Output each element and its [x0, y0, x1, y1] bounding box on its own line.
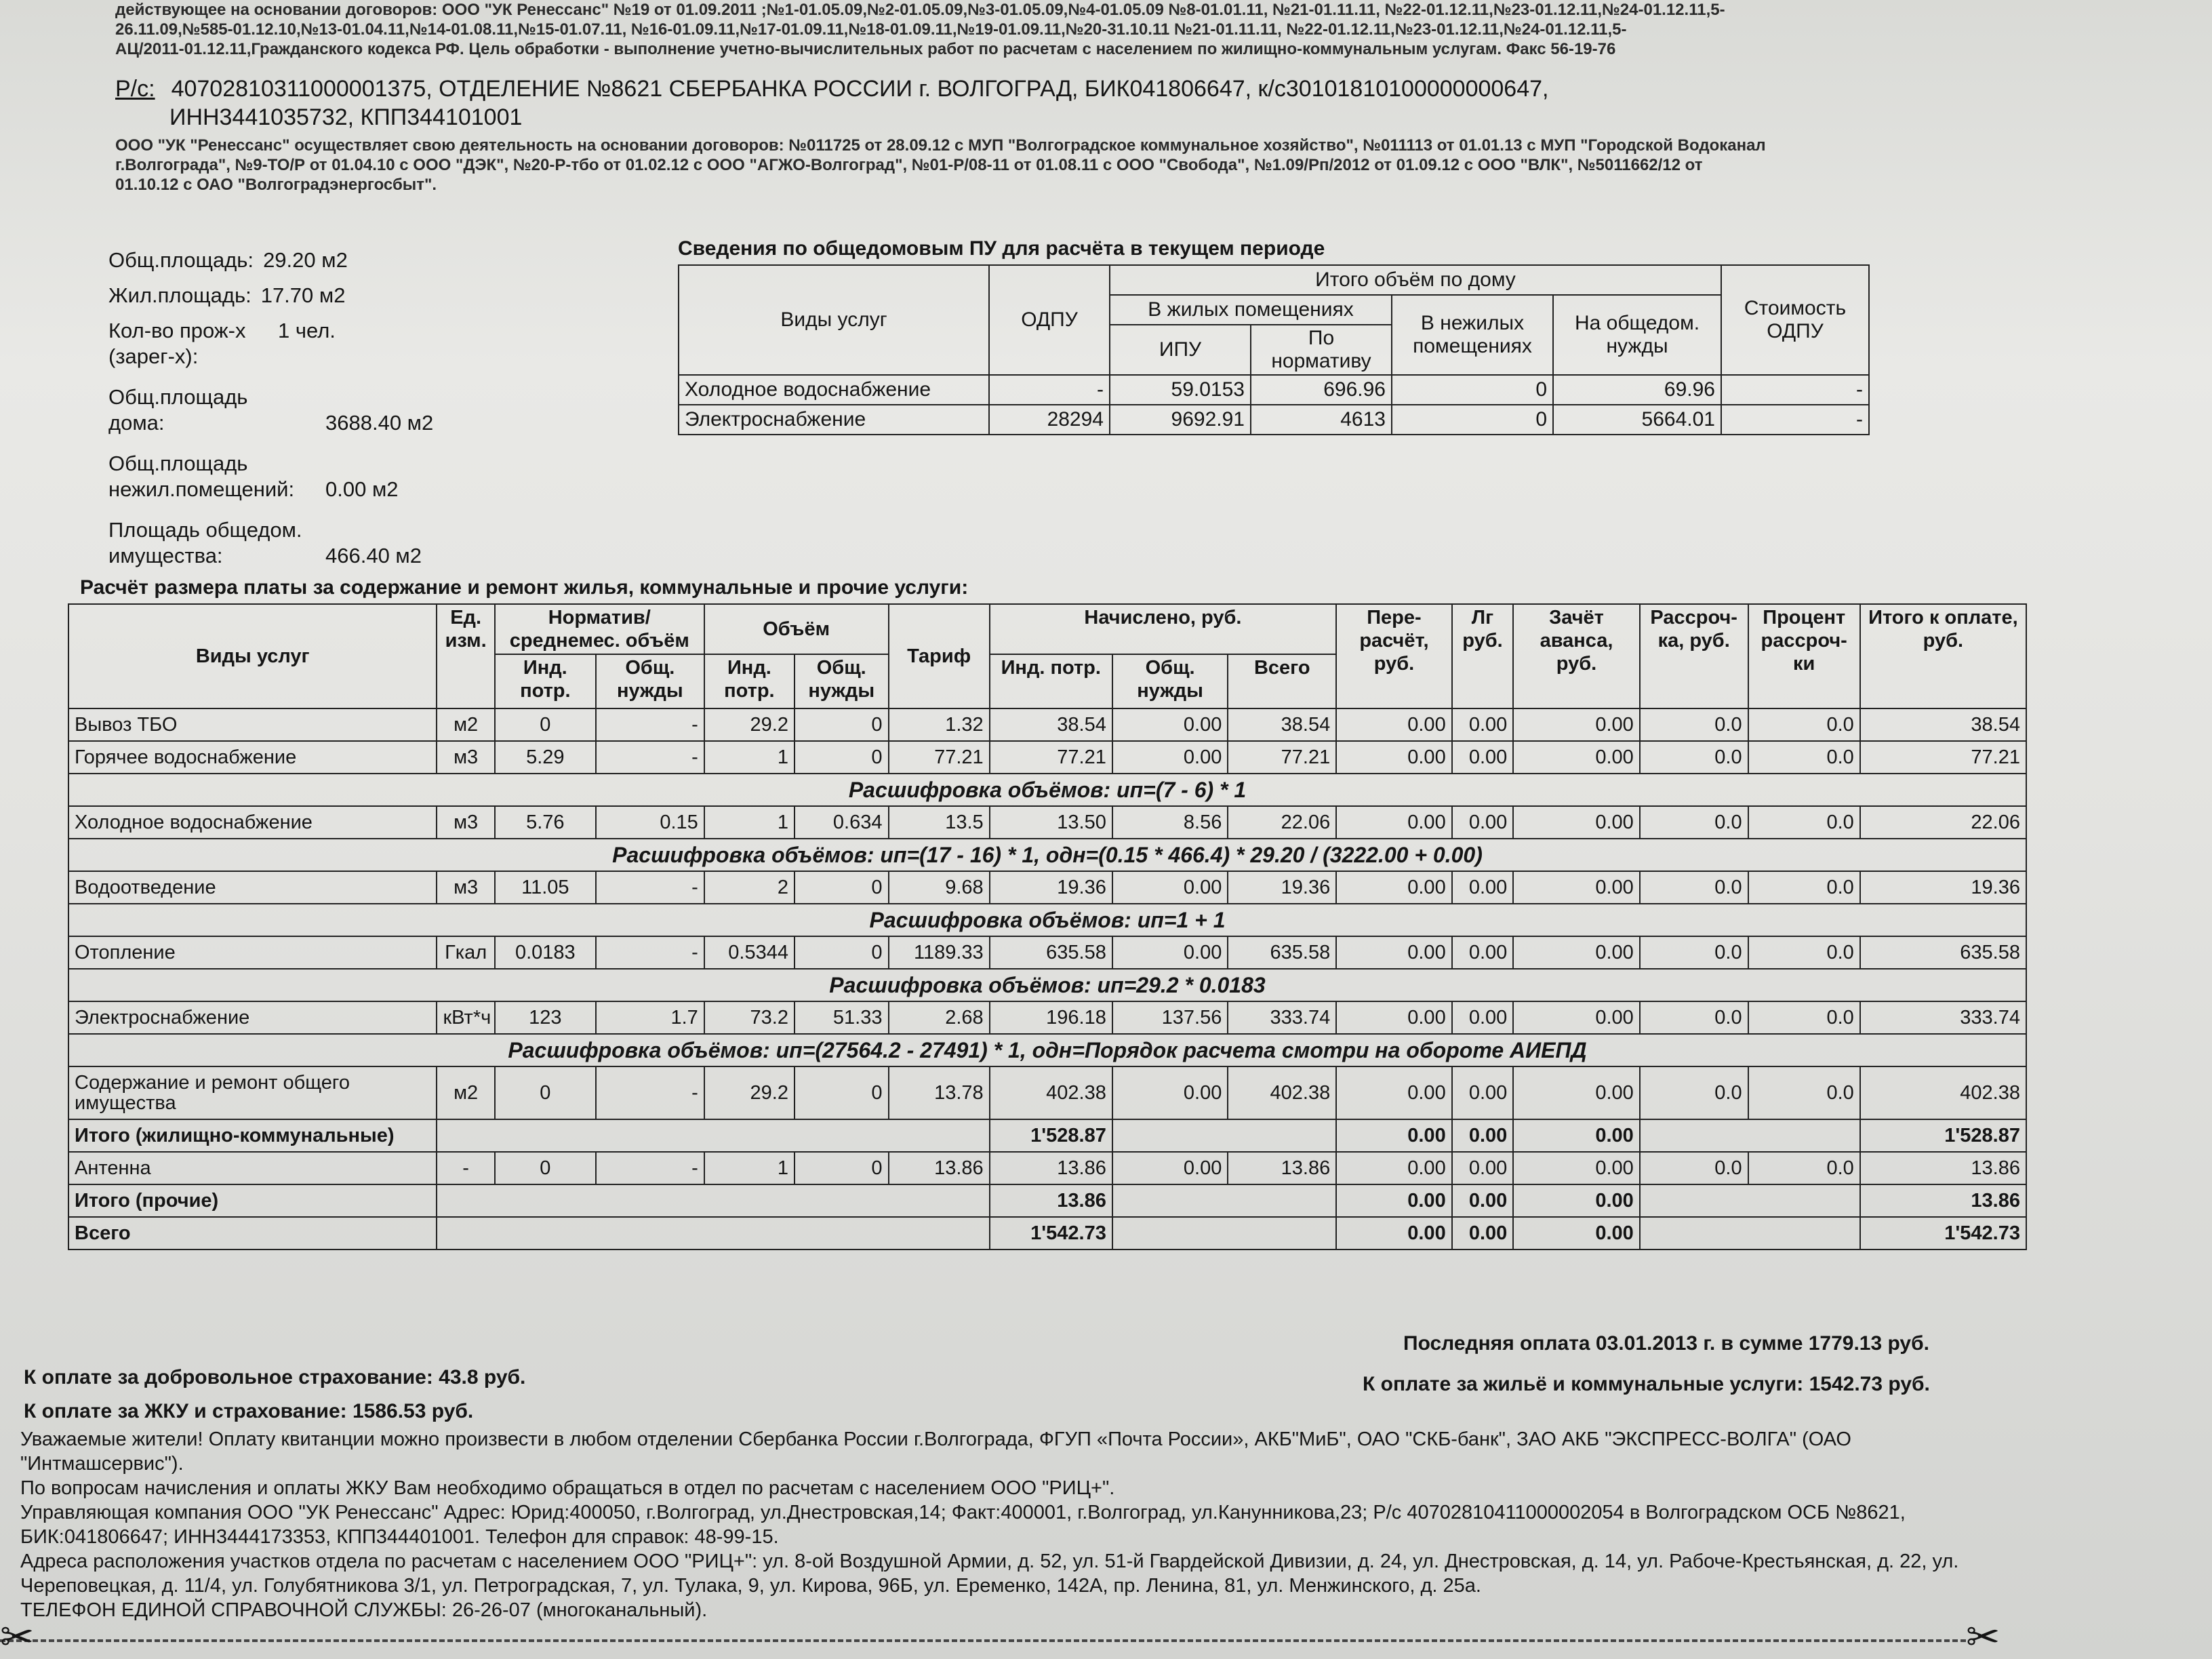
subtotal-label: Итого (жилищно-коммунальные) [68, 1119, 437, 1152]
value-cell: 0.00 [1112, 1066, 1228, 1119]
odpu-cell: 59.0153 [1110, 375, 1251, 405]
charges-header-row [68, 604, 2026, 654]
header-contract-text [115, 0, 2081, 59]
subtotal-label: Итого (прочие) [68, 1184, 437, 1217]
empty-cell [1640, 1184, 1860, 1217]
nonres-area-value: 0.00 м2 [325, 477, 399, 501]
value-cell: 635.58 [1860, 936, 2026, 969]
value-cell: 1 [704, 741, 795, 774]
value-cell: 0 [795, 1066, 889, 1119]
grand-total-row [68, 1217, 2026, 1250]
residents-label: Кол-во прож-х (зарег-х): [108, 319, 246, 368]
header-total: Итого к оплате, руб. [1860, 604, 2026, 708]
odpu-cell: 28294 [989, 405, 1110, 435]
value-cell: 9.68 [889, 871, 990, 904]
value-cell: 22.06 [1860, 806, 2026, 839]
value-cell: 0.00 [1513, 806, 1639, 839]
value-cell: 29.2 [704, 708, 795, 741]
unit-cell: м3 [437, 871, 494, 904]
value-cell: 77.21 [1228, 741, 1336, 774]
value-cell: 0.0 [1640, 936, 1748, 969]
common-area-value: 466.40 м2 [325, 544, 422, 567]
odpu-row-electricity [679, 405, 1869, 435]
total-area-value: 29.20 м2 [263, 248, 348, 272]
subtotal-row [68, 1184, 2026, 1217]
value-cell: 0 [495, 1152, 596, 1184]
footer-notes [20, 1427, 1986, 1622]
header-installment-pct: Процент рассроч- ки [1748, 604, 1860, 708]
value-cell: - [596, 741, 704, 774]
value-cell: 8.56 [1112, 806, 1228, 839]
residents-value: 1 чел. [278, 319, 336, 342]
header-volume: Объём [704, 604, 889, 654]
value-cell: 0.00 [1513, 1152, 1639, 1184]
value-cell: 0.634 [795, 806, 889, 839]
unit-cell: кВт*ч [437, 1001, 494, 1034]
volume-decode: Расшифровка объёмов: ип=(17 - 16) * 1, одн=(0.15 * 466.4) * 29.20 / (3222.00 + 0.00) [68, 839, 2026, 871]
value-cell: 0.5344 [704, 936, 795, 969]
odpu-header-common: На общедом. нужды [1553, 295, 1721, 375]
table-row [68, 936, 2026, 969]
value-cell: 13.86 [889, 1152, 990, 1184]
value-cell: 0 [495, 1066, 596, 1119]
value-cell: - [596, 936, 704, 969]
value-cell: 0.00 [1452, 806, 1514, 839]
subtotal-total: 13.86 [1860, 1184, 2026, 1217]
empty-cell [1112, 1184, 1336, 1217]
odpu-cell: 696.96 [1251, 375, 1392, 405]
value-cell: 0.0 [1640, 806, 1748, 839]
bank-account-block [115, 75, 2047, 132]
value-cell: 0.0 [1640, 871, 1748, 904]
table-row [68, 741, 2026, 774]
value-cell: 1.7 [596, 1001, 704, 1034]
volume-decode: Расшифровка объёмов: ип=(27564.2 - 27491) * 1, одн=Порядок расчета смотри на обороте АИЕПД [68, 1034, 2026, 1066]
odpu-cell: 0 [1392, 375, 1553, 405]
subtotal-lg: 0.00 [1452, 1184, 1514, 1217]
volume-decode: Расшифровка объёмов: ип=1 + 1 [68, 904, 2026, 936]
table-row [68, 708, 2026, 741]
odpu-cell: 4613 [1251, 405, 1392, 435]
odpu-header-nonliving: В нежилых помещениях [1392, 295, 1553, 375]
odpu-title: Сведения по общедомовым ПУ для расчёта в текущем периоде [678, 237, 1325, 260]
value-cell: 123 [495, 1001, 596, 1034]
unit-cell: м3 [437, 806, 494, 839]
value-cell: - [596, 708, 704, 741]
note-payment-places: Уважаемые жители! Оплату квитанции можно произвести в любом отделении Сбербанка России г.Волгограда, ФГУП «Почта России», АКБ"МиБ", ОАО "СКБ-банк", ЗАО АКБ "ЭКСПРЕСС-ВОЛГА" (ОАО "Интмашсервис"). [20, 1428, 1851, 1475]
value-cell: 19.36 [1228, 871, 1336, 904]
value-cell: 0.00 [1112, 936, 1228, 969]
header-lg: Лг руб. [1452, 604, 1514, 708]
value-cell: 0.00 [1336, 1152, 1452, 1184]
value-cell: 13.86 [1860, 1152, 2026, 1184]
empty-cell [1640, 1119, 1860, 1152]
value-cell: 0.15 [596, 806, 704, 839]
header-line-1: действующее на основании договоров: ООО "УК Ренессанс" №19 от 01.09.2011 ;№1-01.05.09,№2-01.05.09,№3-01.05.09,№4-01.05.09 №8-01.01.11, №21-01.11.11, №22-01.12.11,№23-01.12.11,№24-01.12.11,5- [115, 1, 1725, 19]
living-area-label: Жил.площадь: [108, 283, 252, 307]
empty-cell [437, 1119, 989, 1152]
unit-cell: Гкал [437, 936, 494, 969]
value-cell: 0.0 [1748, 741, 1860, 774]
value-cell: 0.00 [1336, 741, 1452, 774]
volume-decode-row [68, 774, 2026, 806]
value-cell: 0.00 [1452, 1066, 1514, 1119]
header-line-2: 26.11.09,№585-01.12.10,№13-01.04.11,№14-01.08.11,№15-01.07.11, №16-01.09.11,№17-01.09.11,№18-01.09.11,№19-01.09.11,№20-31.10.11 №21-01.11.11, №22-01.12.11,№23-01.12.11,№24-01.12.11,5- [115, 20, 1627, 39]
volume-decode-row [68, 969, 2026, 1001]
note-office-addresses: Адреса расположения участков отдела по расчетам с населением ООО "РИЦ+": ул. 8-ой Воздушной Армии, д. 52, ул. 51-й Гвардейской Дивизии, д. 24, ул. Днестровская, д. 14, ул. Рабоче-Крестьянская, д. 22, ул. Череповецкая, д. 11/4, ул. Голубятникова 3/1, ул. Петроградская, 7, ул. Тулака, 9, ул. Кирова, 96Б, ул. Еременко, 142А, пр. Ленина, 81, ул. Менжинского, д. 25а. [20, 1551, 1959, 1597]
value-cell: 0.00 [1513, 871, 1639, 904]
value-cell: 0.0 [1640, 708, 1748, 741]
unit-cell: - [437, 1152, 494, 1184]
value-cell: 402.38 [990, 1066, 1112, 1119]
value-cell: 1189.33 [889, 936, 990, 969]
value-cell: 77.21 [1860, 741, 2026, 774]
value-cell: 0.00 [1112, 708, 1228, 741]
house-area-row [108, 384, 488, 436]
value-cell: 402.38 [1860, 1066, 2026, 1119]
header-tariff: Тариф [889, 604, 990, 708]
total-area-row [108, 247, 488, 273]
account-details: 40702810311000001375, ОТДЕЛЕНИЕ №8621 СБЕРБАНКА РОССИИ г. ВОЛГОГРАД, БИК041806647, к/с30101810100000000647, [171, 76, 1549, 102]
grand-total-recalc: 0.00 [1336, 1217, 1452, 1250]
odpu-cell: 5664.01 [1553, 405, 1721, 435]
value-cell: 13.50 [990, 806, 1112, 839]
header-services: Виды услуг [68, 604, 437, 708]
account-label: Р/с: [115, 76, 155, 102]
value-cell: 0.00 [1336, 806, 1452, 839]
value-cell: 0.00 [1513, 741, 1639, 774]
odpu-cell: - [1721, 375, 1869, 405]
subtotal-advance: 0.00 [1513, 1119, 1639, 1152]
value-cell: 333.74 [1228, 1001, 1336, 1034]
value-cell: 5.76 [495, 806, 596, 839]
service-name: Вывоз ТБО [68, 708, 437, 741]
empty-cell [1112, 1119, 1336, 1152]
table-row [68, 1066, 2026, 1119]
house-area-label: Общ.площадь дома: [108, 385, 248, 435]
odpu-header-odpu: ОДПУ [989, 265, 1110, 375]
value-cell: - [596, 1066, 704, 1119]
subtotal-charged: 1'528.87 [990, 1119, 1112, 1152]
service-name: Водоотведение [68, 871, 437, 904]
last-payment: Последняя оплата 03.01.2013 г. в сумме 1779.13 руб. [1403, 1332, 1929, 1355]
value-cell: 635.58 [1228, 936, 1336, 969]
nonres-area-label: Общ.площадь нежил.помещений: [108, 452, 295, 501]
value-cell: 1.32 [889, 708, 990, 741]
value-cell: 19.36 [990, 871, 1112, 904]
value-cell: 0.00 [1112, 871, 1228, 904]
subtotal-lg: 0.00 [1452, 1119, 1514, 1152]
company-contracts-text [115, 136, 1912, 195]
header-norm-common: Общ. нужды [596, 654, 704, 708]
value-cell: 0.0 [1640, 1066, 1748, 1119]
service-name: Электроснабжение [68, 1001, 437, 1034]
value-cell: 0.0 [1640, 741, 1748, 774]
charges-title: Расчёт размера платы за содержание и ремонт жилья, коммунальные и прочие услуги: [80, 576, 969, 599]
table-row [68, 1152, 2026, 1184]
value-cell: 0.00 [1513, 1066, 1639, 1119]
volume-decode-row [68, 839, 2026, 871]
nonres-area-row [108, 451, 488, 502]
value-cell: 0.0 [1640, 1001, 1748, 1034]
volume-decode: Расшифровка объёмов: ип=29.2 * 0.0183 [68, 969, 2026, 1001]
service-name: Содержание и ремонт общего имущества [68, 1066, 437, 1119]
header-charged-common: Общ. нужды [1112, 654, 1228, 708]
grand-total-advance: 0.00 [1513, 1217, 1639, 1250]
apartment-info [108, 247, 488, 584]
living-area-row [108, 283, 488, 308]
header-charged-ind: Инд. потр. [990, 654, 1112, 708]
value-cell: 0.00 [1112, 1152, 1228, 1184]
living-area-value: 17.70 м2 [260, 283, 346, 307]
value-cell: 137.56 [1112, 1001, 1228, 1034]
service-name: Горячее водоснабжение [68, 741, 437, 774]
header-charged: Начислено, руб. [990, 604, 1337, 654]
insurance-due: К оплате за добровольное страхование: 43.8 руб. [24, 1366, 526, 1388]
value-cell: 11.05 [495, 871, 596, 904]
value-cell: 0.00 [1336, 1066, 1452, 1119]
value-cell: 77.21 [889, 741, 990, 774]
table-row [68, 1001, 2026, 1034]
value-cell: 13.78 [889, 1066, 990, 1119]
value-cell: 0.0 [1748, 708, 1860, 741]
subtotal-total: 1'528.87 [1860, 1119, 2026, 1152]
value-cell: - [596, 1152, 704, 1184]
value-cell: 0.0 [1748, 1152, 1860, 1184]
header-installment: Рассроч- ка, руб. [1640, 604, 1748, 708]
empty-cell [1640, 1217, 1860, 1250]
header-recalc: Пере- расчёт, руб. [1336, 604, 1452, 708]
subtotal-recalc: 0.00 [1336, 1184, 1452, 1217]
value-cell: 19.36 [1860, 871, 2026, 904]
value-cell: 0.00 [1452, 871, 1514, 904]
common-area-label: Площадь общедом. имущества: [108, 518, 302, 567]
empty-cell [437, 1184, 989, 1217]
value-cell: 0.00 [1112, 741, 1228, 774]
empty-cell [1112, 1217, 1336, 1250]
grand-total-total: 1'542.73 [1860, 1217, 2026, 1250]
header-charged-all: Всего [1228, 654, 1336, 708]
value-cell: 13.86 [990, 1152, 1112, 1184]
value-cell: 38.54 [990, 708, 1112, 741]
odpu-cell: 0 [1392, 405, 1553, 435]
subtotal-recalc: 0.00 [1336, 1119, 1452, 1152]
scissors-icon: ✂ [1966, 1614, 2000, 1659]
value-cell: 13.86 [1228, 1152, 1336, 1184]
service-name: Антенна [68, 1152, 437, 1184]
value-cell: 0.0183 [495, 936, 596, 969]
value-cell: 73.2 [704, 1001, 795, 1034]
volume-decode-row [68, 1034, 2026, 1066]
value-cell: 0.00 [1452, 741, 1514, 774]
value-cell: 0.00 [1336, 871, 1452, 904]
odpu-header-ipu: ИПУ [1110, 325, 1251, 375]
header-norm: Норматив/ среднемес. объём [495, 604, 704, 654]
company-line-2: г.Волгограда", №9-ТО/Р от 01.04.10 с ООО "ДЭК", №20-Р-тбо от 01.02.12 с ООО "АГЖО-Волгоград", №01-Р/08-11 от 01.08.11 с ООО "Свобода", №1.09/Рп/2012 от 01.09.12 с ООО "ВЛК", №5011662/12 от [115, 156, 1703, 174]
service-name: Холодное водоснабжение [68, 806, 437, 839]
odpu-cell: Холодное водоснабжение [679, 375, 989, 405]
common-area-row [108, 517, 488, 569]
scissors-icon: ✂ [0, 1614, 35, 1659]
value-cell: 0.0 [1748, 806, 1860, 839]
header-line-3: АЦ/2011-01.12.11,Гражданского кодекса РФ. Цель обработки - выполнение учетно-вычислительных работ по расчетам с населением по жилищно-коммунальным услугам. Факс 56-19-76 [115, 40, 1616, 58]
header-advance: Зачёт аванса, руб. [1513, 604, 1639, 708]
value-cell: 0.00 [1452, 1152, 1514, 1184]
value-cell: 22.06 [1228, 806, 1336, 839]
value-cell: 0.0 [1748, 1066, 1860, 1119]
value-cell: 13.5 [889, 806, 990, 839]
odpu-cell: Электроснабжение [679, 405, 989, 435]
inn-kpp: ИНН3441035732, КПП344101001 [169, 104, 523, 130]
header-unit: Ед. изм. [437, 604, 494, 708]
odpu-header-total: Итого объём по дому [1110, 265, 1721, 295]
volume-decode: Расшифровка объёмов: ип=(7 - 6) * 1 [68, 774, 2026, 806]
value-cell: 402.38 [1228, 1066, 1336, 1119]
residents-row [108, 318, 488, 369]
value-cell: 0.00 [1513, 1001, 1639, 1034]
odpu-row-cold-water [679, 375, 1869, 405]
value-cell: 1 [704, 806, 795, 839]
value-cell: 38.54 [1860, 708, 2026, 741]
note-management-company: Управляющая компания ООО "УК Ренессанс" Адрес: Юрид:400050, г.Волгоград, ул.Днестровская,14; Факт:400001, г.Волгоград, ул.Канунникова,23; Р/с 40702810411000002054 в Волгоградском ОСБ №8621, БИК:041806647; ИНН3444173353, КПП344401001. Телефон для справок: 48-99-15. [20, 1502, 1906, 1548]
value-cell: 0.00 [1336, 936, 1452, 969]
value-cell: 0.0 [1748, 871, 1860, 904]
empty-cell [437, 1217, 989, 1250]
value-cell: 0 [795, 708, 889, 741]
value-cell: 0.0 [1748, 936, 1860, 969]
odpu-cell: 9692.91 [1110, 405, 1251, 435]
value-cell: 51.33 [795, 1001, 889, 1034]
odpu-table [678, 264, 1870, 435]
value-cell: 0.00 [1452, 1001, 1514, 1034]
odpu-header-living: В жилых помещениях [1110, 295, 1392, 325]
cut-line [0, 1639, 1966, 1642]
grand-total-label: Всего [68, 1217, 437, 1250]
unit-cell: м3 [437, 741, 494, 774]
value-cell: 77.21 [990, 741, 1112, 774]
unit-cell: м2 [437, 1066, 494, 1119]
value-cell: 196.18 [990, 1001, 1112, 1034]
house-area-value: 3688.40 м2 [325, 411, 434, 435]
note-contact-ric: По вопросам начисления и оплаты ЖКУ Вам необходимо обращаться в отдел по расчетам с населением ООО "РИЦ+". [20, 1477, 1115, 1499]
note-hotline: ТЕЛЕФОН ЕДИНОЙ СПРАВОЧНОЙ СЛУЖБЫ: 26-26-07 (многоканальный). [20, 1599, 708, 1621]
value-cell: 38.54 [1228, 708, 1336, 741]
subtotal-row [68, 1119, 2026, 1152]
value-cell: 29.2 [704, 1066, 795, 1119]
value-cell: 0.00 [1513, 708, 1639, 741]
odpu-header-services: Виды услуг [679, 265, 989, 375]
value-cell: 0 [795, 936, 889, 969]
value-cell: 1 [704, 1152, 795, 1184]
total-area-label: Общ.площадь: [108, 248, 254, 272]
subtotal-charged: 13.86 [990, 1184, 1112, 1217]
odpu-cell: - [989, 375, 1110, 405]
service-name: Отопление [68, 936, 437, 969]
odpu-cell: 69.96 [1553, 375, 1721, 405]
value-cell: 2.68 [889, 1001, 990, 1034]
value-cell: 0.0 [1748, 1001, 1860, 1034]
value-cell: 635.58 [990, 936, 1112, 969]
value-cell: 2 [704, 871, 795, 904]
value-cell: 0.00 [1452, 936, 1514, 969]
table-row [68, 806, 2026, 839]
unit-cell: м2 [437, 708, 494, 741]
value-cell: 333.74 [1860, 1001, 2026, 1034]
subtotal-advance: 0.00 [1513, 1184, 1639, 1217]
header-vol-ind: Инд. потр. [704, 654, 795, 708]
header-vol-common: Общ. нужды [795, 654, 889, 708]
volume-decode-row [68, 904, 2026, 936]
value-cell: 0.00 [1513, 936, 1639, 969]
odpu-header-cost: Стоимость ОДПУ [1721, 265, 1869, 375]
value-cell: 0 [795, 871, 889, 904]
value-cell: 0.00 [1336, 708, 1452, 741]
value-cell: 0 [795, 1152, 889, 1184]
table-row [68, 871, 2026, 904]
value-cell: 0.00 [1452, 708, 1514, 741]
value-cell: - [596, 871, 704, 904]
housing-insurance-due: К оплате за ЖКУ и страхование: 1586.53 руб. [24, 1400, 474, 1422]
charges-table [68, 603, 2027, 1250]
header-norm-ind: Инд. потр. [495, 654, 596, 708]
value-cell: 0 [795, 741, 889, 774]
grand-total-charged: 1'542.73 [990, 1217, 1112, 1250]
company-line-1: ООО "УК "Ренессанс" осуществляет свою деятельность на основании договоров: №011725 от 28.09.12 с МУП "Волгоградское коммунальное хозяйство", №011113 от 01.01.13 с МУП "Городской Водоканал [115, 136, 1766, 155]
value-cell: 0.0 [1640, 1152, 1748, 1184]
housing-due: К оплате за жильё и коммунальные услуги: 1542.73 руб. [1363, 1373, 1930, 1395]
odpu-header-norm: По нормативу [1251, 325, 1392, 375]
company-line-3: 01.10.12 с ОАО "Волгоградэнергосбыт". [115, 176, 437, 194]
value-cell: 0 [495, 708, 596, 741]
odpu-cell: - [1721, 405, 1869, 435]
value-cell: 5.29 [495, 741, 596, 774]
value-cell: 0.00 [1336, 1001, 1452, 1034]
grand-total-lg: 0.00 [1452, 1217, 1514, 1250]
